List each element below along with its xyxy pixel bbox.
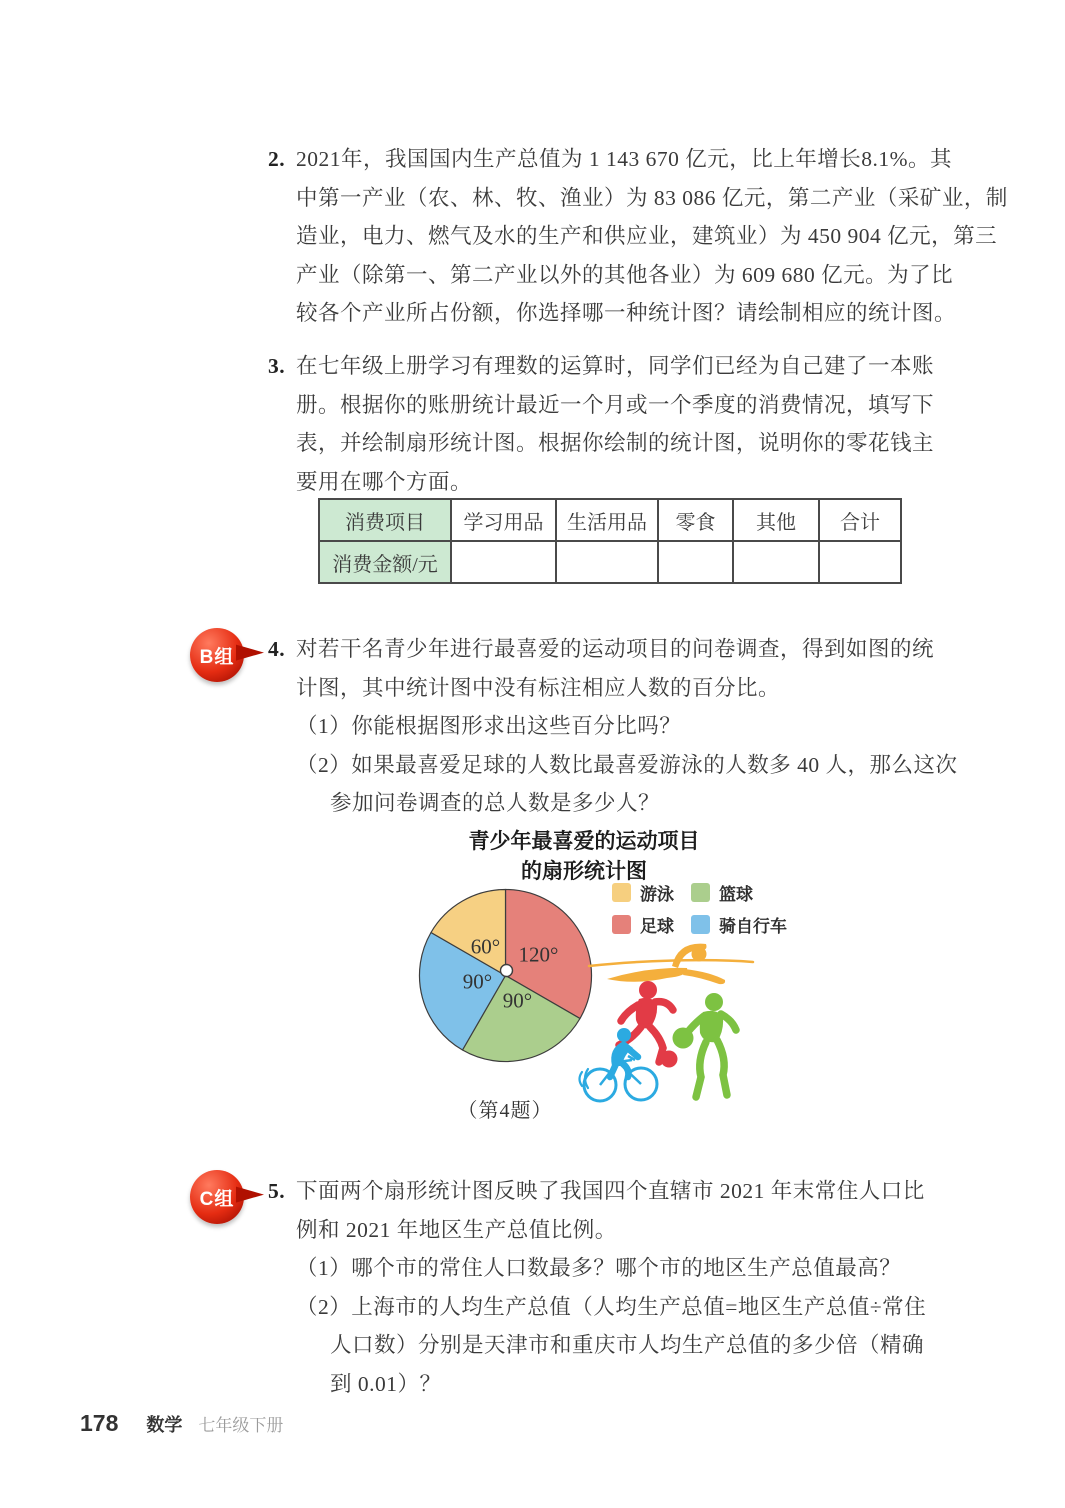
problem-4-number: 4. [268,637,286,661]
legend-item [691,912,787,937]
group-b-badge: B组 [190,628,244,682]
legend-label: 游泳 [640,885,674,904]
group-c-badge: C组 [190,1170,244,1224]
table-header-cell: 零食 [658,499,733,541]
chart-title-line2: 的扇形统计图 [521,860,647,883]
legend-swatch-swimming [612,883,631,902]
pie-angle-label: 120° [518,942,559,967]
legend-label: 骑自行车 [719,917,787,936]
problem-3 [268,347,938,501]
table-row-label: 消费金额/元 [319,541,451,583]
legend-label: 篮球 [719,885,753,904]
problem-3-number: 3. [268,354,286,378]
table-header-row [319,499,901,541]
problem-4-subitem-2-cont: 参加问卷调查的总人数是多少人？ [330,791,661,815]
soccer-ball [661,1051,678,1068]
problem-3-line: 在七年级上册学习有理数的运算时，同学们已经为自己建了一本账 [296,354,935,378]
pie-chart [415,885,596,1071]
table-empty-cell [819,541,901,583]
legend-swatch-basketball [691,883,710,902]
legend-item [612,880,674,905]
problem-5-subitem-1: （1）哪个市的常住人口数最多？哪个市的地区生产总值最高？ [296,1256,902,1280]
problem-5 [268,1172,938,1403]
problem-4-subitem-2: （2）如果最喜爱足球的人数比最喜爱游泳的人数多 40 人，那么这次 [296,752,958,777]
problem-2-number: 2. [268,147,286,171]
table-header-cell: 合计 [819,499,901,541]
problem-5-subitem-2-cont: 到 0.01）？ [330,1371,442,1396]
figure-caption: （第4题） [457,1100,553,1122]
table-empty-cell [451,541,556,583]
problem-2-line: 造业，电力、燃气及水的生产和供应业，建筑业）为 450 904 亿元，第三 [296,224,998,248]
problem-5-subitem-2: （2）上海市的人均生产总值（人均生产总值=地区生产总值÷常住 [296,1294,927,1319]
problem-2 [268,140,1008,333]
problem-2-line: 2021年，我国国内生产总值为 1 143 670 亿元，比上年增长8.1%。其 [296,147,953,171]
table-amount-row [319,541,901,583]
basketball-player-icon [673,993,737,1097]
problem-2-line: 较各个产业所占份额，你选择哪一种统计图？请绘制相应的统计图。 [296,301,957,325]
problem-5-number: 5. [268,1179,286,1203]
problem-4 [268,630,958,823]
pie-chart-svg [415,885,596,1066]
water-line [589,960,753,966]
chart-title-line1: 青少年最喜爱的运动项目 [468,830,700,853]
legend-item [691,880,753,905]
table-header-cell: 消费项目 [319,499,451,541]
problem-2-line: 中第一产业（农、林、牧、渔业）为 83 086 亿元，第二产业（采矿业，制 [296,185,1008,210]
footer-volume: 七年级下册 [198,1416,284,1435]
footer-subject: 数学 [146,1415,183,1435]
problem-5-line: 例和 2021 年地区生产总值比例。 [296,1217,617,1242]
page-number: 178 [80,1410,119,1436]
problem-4-line: 对若干名青少年进行最喜爱的运动项目的问卷调查，得到如图的统 [296,637,935,661]
pie-angle-label: 60° [470,934,501,959]
pie-angle-label: 90° [462,969,493,994]
soccer-player-icon [619,981,678,1068]
table-header-cell: 其他 [733,499,819,541]
page-footer [80,1410,283,1437]
cyclist-icon [580,1028,658,1101]
legend-swatch-soccer [612,915,631,934]
problem-3-line: 要用在哪个方面。 [296,469,473,494]
pie-center-marker [501,965,513,977]
problem-5-line: 下面两个扇形统计图反映了我国四个直辖市 2021 年末常住人口比 [296,1179,925,1203]
sports-collage [575,935,795,1115]
legend-item [612,912,674,937]
problem-3-line: 册。根据你的账册统计最近一个月或一个季度的消费情况，填写下 [296,392,935,417]
table-header-cell: 学习用品 [451,499,556,541]
table-empty-cell [733,541,819,583]
problem-5-subitem-2-cont: 人口数）分别是天津市和重庆市人均生产总值的多少倍（精确 [330,1333,925,1357]
problem-4-line: 计图，其中统计图中没有标注相应人数的百分比。 [296,675,781,700]
basketball [673,1028,694,1049]
table-empty-cell [556,541,658,583]
legend-label: 足球 [640,917,674,936]
problem-4-subitem-1: （1）你能根据图形求出这些百分比吗？ [296,714,682,738]
problem-3-line: 表，并绘制扇形统计图。根据你绘制的统计图，说明你的零花钱主 [296,431,935,455]
problem-2-line: 产业（除第一、第二产业以外的其他各业）为 609 680 亿元。为了比 [296,262,954,287]
pie-angle-label: 90° [502,988,533,1013]
legend-swatch-cycling [691,915,710,934]
consumption-table [318,498,902,584]
table-empty-cell [658,541,733,583]
table-header-cell: 生活用品 [556,499,658,541]
